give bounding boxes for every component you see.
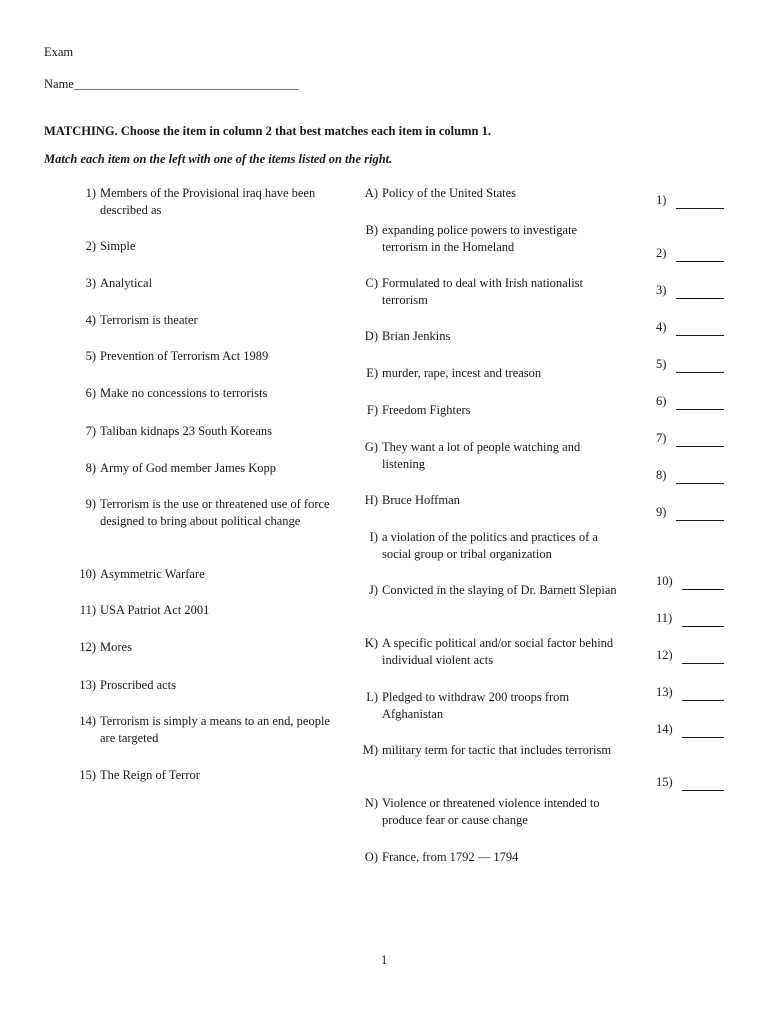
question-number: 2) [85, 239, 96, 253]
option-text: Brian Jenkins [382, 329, 451, 343]
question-text: Taliban kidnaps 23 South Koreans [100, 424, 273, 438]
question-item [66, 185, 340, 219]
question-number: 11) [79, 603, 96, 617]
answer-blank[interactable] [656, 394, 726, 410]
answer-blank[interactable] [656, 574, 726, 590]
question-text: Members of the Provisional iraq have been described as [100, 186, 316, 217]
question-number: 12) [79, 640, 96, 654]
option-text: Freedom Fighters [382, 403, 471, 417]
option-letter: E) [366, 366, 378, 380]
question-text: The Reign of Terror [100, 768, 200, 782]
question-text: Analytical [100, 276, 153, 290]
question-item [66, 677, 340, 694]
option-item [362, 185, 622, 202]
option-text: Formulated to deal with Irish nationalist terrorism [382, 276, 584, 307]
option-letter: M) [362, 743, 378, 757]
option-letter: D) [364, 329, 378, 343]
answer-blank[interactable] [656, 283, 726, 299]
question-text: Army of God member James Kopp [100, 461, 277, 475]
question-item [66, 767, 340, 784]
answer-number: 5) [656, 357, 667, 371]
name-field-label: Name____________________________________ [44, 77, 299, 91]
question-item [66, 460, 340, 477]
option-text: France, from 1792 — 1794 [382, 850, 519, 864]
answer-blank[interactable] [656, 722, 726, 738]
question-number: 15) [79, 768, 96, 782]
question-number: 5) [85, 349, 96, 363]
question-text: Mores [100, 640, 132, 654]
question-number: 14) [79, 714, 96, 728]
option-text: They want a lot of people watching and listening [382, 440, 581, 471]
option-letter: O) [364, 850, 378, 864]
question-item [66, 566, 340, 583]
option-text: Convicted in the slaying of Dr. Barnett Slepian [382, 583, 617, 597]
option-letter: H) [364, 493, 378, 507]
question-item [66, 238, 340, 255]
answer-number: 15) [656, 775, 673, 789]
option-letter: N) [364, 796, 378, 810]
option-text: murder, rape, incest and treason [382, 366, 542, 380]
answer-blank[interactable] [656, 431, 726, 447]
option-item [362, 849, 622, 866]
option-letter: A) [364, 186, 378, 200]
answer-number: 4) [656, 320, 667, 334]
answer-number: 7) [656, 431, 667, 445]
question-text: Terrorism is theater [100, 313, 198, 327]
option-item [362, 795, 622, 829]
option-item [362, 222, 622, 256]
option-text: Policy of the United States [382, 186, 517, 200]
option-item [362, 439, 622, 473]
answer-blank[interactable] [656, 505, 726, 521]
question-item [66, 639, 340, 656]
question-number: 6) [85, 386, 96, 400]
answer-number: 11) [656, 611, 673, 625]
option-letter: I) [369, 530, 378, 544]
question-number: 13) [79, 678, 96, 692]
option-text: Violence or threatened violence intended to produce fear or cause change [382, 796, 600, 827]
answer-number: 6) [656, 394, 667, 408]
answer-number: 10) [656, 574, 673, 588]
answer-number: 12) [656, 648, 673, 662]
option-text: Bruce Hoffman [382, 493, 460, 507]
question-item [66, 348, 340, 365]
option-item [362, 582, 622, 599]
option-item [362, 635, 622, 669]
option-item [362, 492, 622, 509]
option-item [362, 689, 622, 723]
answer-blank[interactable] [656, 468, 726, 484]
answer-blank[interactable] [656, 320, 726, 336]
question-number: 4) [85, 313, 96, 327]
page-number: 1 [381, 953, 388, 967]
question-number: 7) [85, 424, 96, 438]
exam-label: Exam [44, 45, 74, 59]
question-item [66, 275, 340, 292]
option-text: a violation of the politics and practices of a social group or tribal organization [382, 530, 598, 561]
option-item [362, 529, 622, 563]
option-item [362, 402, 622, 419]
answer-blank[interactable] [656, 357, 726, 373]
answer-number: 14) [656, 722, 673, 736]
option-text: Pledged to withdraw 200 troops from Afghanistan [382, 690, 570, 721]
option-text: expanding police powers to investigate terrorism in the Homeland [382, 223, 578, 254]
question-item [66, 496, 340, 530]
answer-blank[interactable] [656, 648, 726, 664]
answer-number: 8) [656, 468, 667, 482]
answer-number: 13) [656, 685, 673, 699]
answer-number: 1) [656, 193, 667, 207]
question-text: Simple [100, 239, 136, 253]
instructions-subheading: Match each item on the left with one of the items listed on the right. [44, 152, 393, 166]
question-text: Terrorism is simply a means to an end, people are targeted [100, 714, 330, 745]
option-item [362, 328, 622, 345]
question-item [66, 423, 340, 440]
question-number: 3) [85, 276, 96, 290]
answer-blank[interactable] [656, 246, 726, 262]
question-text: Proscribed acts [100, 678, 177, 692]
answer-blank[interactable] [656, 685, 726, 701]
answer-number: 9) [656, 505, 667, 519]
answer-blank[interactable] [656, 611, 726, 627]
question-text: Prevention of Terrorism Act 1989 [100, 349, 269, 363]
answer-number: 2) [656, 246, 667, 260]
question-text: Terrorism is the use or threatened use of force designed to bring about political change [100, 497, 330, 528]
question-item [66, 385, 340, 402]
option-letter: J) [368, 583, 378, 597]
answer-blank[interactable] [656, 193, 726, 209]
option-text: military term for tactic that includes terrorism [382, 743, 612, 757]
answer-blank[interactable] [656, 775, 726, 791]
question-text: Asymmetric Warfare [100, 567, 205, 581]
option-letter: K) [364, 636, 378, 650]
question-number: 9) [85, 497, 96, 511]
question-number: 8) [85, 461, 96, 475]
question-text: USA Patriot Act 2001 [100, 603, 210, 617]
option-text: A specific political and/or social factor behind individual violent acts [382, 636, 614, 667]
option-letter: C) [365, 276, 378, 290]
option-item [362, 365, 622, 382]
question-item [66, 602, 340, 619]
option-letter: G) [364, 440, 378, 454]
question-number: 10) [79, 567, 96, 581]
question-item [66, 713, 340, 747]
question-text: Make no concessions to terrorists [100, 386, 268, 400]
instructions-heading: MATCHING. Choose the item in column 2 that best matches each item in column 1. [44, 124, 491, 138]
question-number: 1) [85, 186, 96, 200]
option-item [362, 742, 622, 759]
question-item [66, 312, 340, 329]
option-letter: B) [365, 223, 378, 237]
option-letter: L) [366, 690, 378, 704]
answer-number: 3) [656, 283, 667, 297]
option-letter: F) [366, 403, 378, 417]
option-item [362, 275, 622, 309]
